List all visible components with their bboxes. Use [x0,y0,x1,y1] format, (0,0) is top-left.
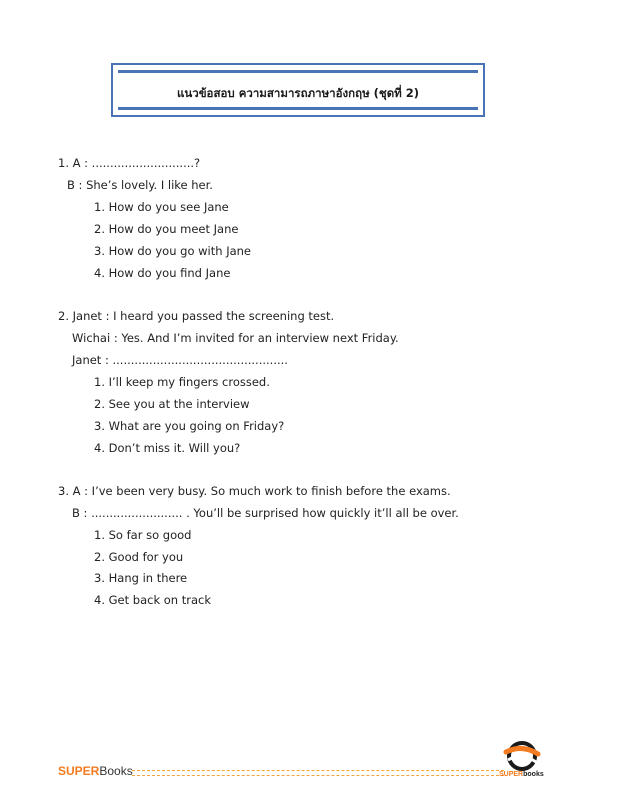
title-box [111,63,485,117]
title-top-rule [118,70,478,73]
footer-brand [58,764,133,778]
title-bottom-rule [118,107,478,110]
q2-option-4: 4. Don’t miss it. Will you? [94,441,241,455]
page-title: แนวข้อสอบ ความสามารถภาษาอังกฤษ (ชุดที่ 2) [176,86,420,100]
q1-option-1: 1. How do you see Jane [94,200,229,214]
q3-line-a: 3. A : I’ve been very busy. So much work to finish before the exams. [58,484,451,498]
q2-option-3: 3. What are you going on Friday? [94,419,285,433]
q3-option-4: 4. Get back on track [94,593,212,607]
q3-line-b: B : ......................... . You’ll be surprised how quickly it’ll all be over. [72,506,459,520]
q1-line-a: 1. A : ............................? [58,156,201,170]
q1-option-3: 3. How do you go with Jane [94,244,251,258]
q2-line-janet-blank: Janet : ................................................ [72,353,288,367]
q2-option-1: 1. I’ll keep my fingers crossed. [94,375,270,389]
footer-rule [132,770,504,776]
q1-line-b: B : She’s lovely. I like her. [67,178,213,192]
logo-wordmark [499,771,544,778]
q3-option-2: 2. Good for you [94,550,184,564]
q2-line-janet: 2. Janet : I heard you passed the screening test. [58,309,335,323]
footer-brand-books: Books [99,764,133,778]
q1-option-4: 4. How do you find Jane [94,266,231,280]
footer-brand-super: SUPER [58,764,100,778]
q2-option-2: 2. See you at the interview [94,397,250,411]
logo-wordmark-super: SUPER [499,771,524,778]
logo-wordmark-books: books [523,771,544,778]
q2-line-wichai: Wichai : Yes. And I’m invited for an interview next Friday. [72,331,399,345]
q3-option-3: 3. Hang in there [94,571,188,585]
q3-option-1: 1. So far so good [94,528,192,542]
q1-option-2: 2. How do you meet Jane [94,222,239,236]
